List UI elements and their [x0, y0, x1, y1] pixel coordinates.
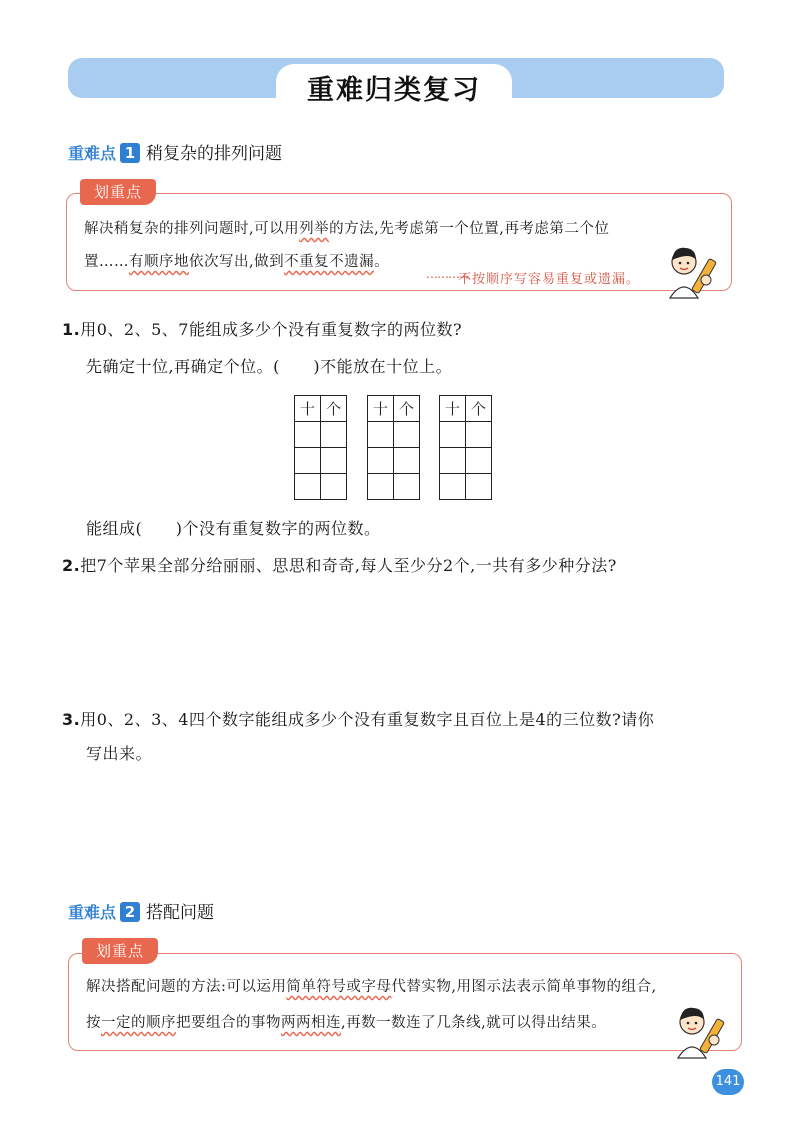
question-text: 把7个苹果全部分给丽丽、思思和奇奇,每人至少分2个,一共有多少种分法? [80, 556, 617, 575]
question-text: 用0、2、5、7能组成多少个没有重复数字的两位数? [80, 320, 463, 339]
emphasis-text: 简单符号或字母 [286, 979, 392, 995]
grid-cell[interactable] [368, 474, 394, 500]
page-number-badge: 141 [712, 1069, 744, 1095]
grid-cell[interactable] [368, 448, 394, 474]
page-title: 重难归类复习 [307, 75, 481, 106]
section-tag: 重难点 [68, 144, 117, 163]
grid-cell[interactable] [394, 422, 420, 448]
text-segment: 依次写出,做到 [189, 254, 285, 270]
question-3 [62, 707, 654, 733]
grid-cell[interactable] [295, 474, 321, 500]
digit-grid-3 [439, 395, 492, 500]
question-3-continuation: 写出来。 [86, 744, 153, 763]
grid-cell[interactable] [368, 422, 394, 448]
emphasis-text: 不重复不遗漏 [284, 254, 375, 270]
mascot-boy-pencil-icon [662, 240, 726, 302]
grid-header-ones: 个 [394, 396, 420, 422]
grid-cell[interactable] [440, 448, 466, 474]
grid-cell[interactable] [466, 474, 492, 500]
text-segment: 按 [86, 1015, 101, 1031]
question-2 [62, 553, 617, 579]
emphasis-text: 有顺序地 [129, 254, 189, 270]
grid-cell[interactable] [440, 422, 466, 448]
highlight-text-line-1 [84, 212, 724, 246]
grid-header-ones: 个 [321, 396, 347, 422]
question-1-answer-line: 能组成( )个没有重复数字的两位数。 [86, 519, 381, 538]
grid-cell[interactable] [394, 448, 420, 474]
section-title: 搭配问题 [146, 903, 215, 923]
grid-cell[interactable] [440, 474, 466, 500]
grid-cell[interactable] [295, 422, 321, 448]
highlight-text-line-1 [86, 970, 736, 1004]
tip-note: 不按顺序写容易重复或遗漏。 [458, 272, 641, 287]
section-2-header [68, 898, 214, 923]
question-number: 3. [62, 710, 81, 729]
question-number: 1. [62, 320, 81, 339]
highlight-label: 划重点 [80, 179, 156, 205]
mascot-boy-pencil-icon [670, 1000, 734, 1062]
dotted-arrow-icon: ⋯⋯⋯→ [426, 270, 469, 284]
emphasis-text: 两两相连 [281, 1015, 341, 1031]
grid-header-tens: 十 [368, 396, 394, 422]
text-segment: 的方法,先考虑第一个位置,再考虑第二个位 [329, 221, 610, 237]
digit-grid-2 [367, 395, 420, 500]
grid-cell[interactable] [394, 474, 420, 500]
grid-cell[interactable] [321, 448, 347, 474]
grid-cell[interactable] [321, 474, 347, 500]
question-number: 2. [62, 556, 81, 575]
question-1 [62, 317, 462, 343]
text-segment: 代替实物,用图示法表示简单事物的组合, [391, 979, 657, 995]
grid-cell[interactable] [321, 422, 347, 448]
emphasis-text: 列举 [299, 221, 330, 237]
emphasis-text: 一定的顺序 [101, 1015, 176, 1031]
text-segment: ,再数一数连了几条线,就可以得出结果。 [341, 1015, 607, 1031]
section-1-header [68, 139, 282, 164]
text-segment: 置…… [84, 254, 129, 270]
text-segment: 把要组合的事物 [176, 1015, 281, 1031]
section-title: 稍复杂的排列问题 [146, 144, 283, 164]
section-number-badge: 2 [120, 902, 140, 922]
grid-header-tens: 十 [440, 396, 466, 422]
section-number-badge: 1 [120, 143, 140, 163]
digit-grid-1 [294, 395, 347, 500]
highlight-label: 划重点 [82, 938, 158, 964]
grid-header-ones: 个 [466, 396, 492, 422]
question-1-step: 先确定十位,再确定个位。( )不能放在十位上。 [86, 357, 453, 376]
question-text: 用0、2、3、4四个数字能组成多少个没有重复数字且百位上是4的三位数?请你 [80, 710, 655, 729]
text-segment: 解决稍复杂的排列问题时,可以用 [84, 221, 300, 237]
grid-cell[interactable] [295, 448, 321, 474]
text-segment: 解决搭配问题的方法:可以运用 [86, 979, 287, 995]
grid-cell[interactable] [466, 448, 492, 474]
grid-header-tens: 十 [295, 396, 321, 422]
grid-cell[interactable] [466, 422, 492, 448]
text-segment: 。 [374, 254, 390, 270]
highlight-text-line-2 [86, 1006, 686, 1040]
section-tag: 重难点 [68, 903, 117, 922]
